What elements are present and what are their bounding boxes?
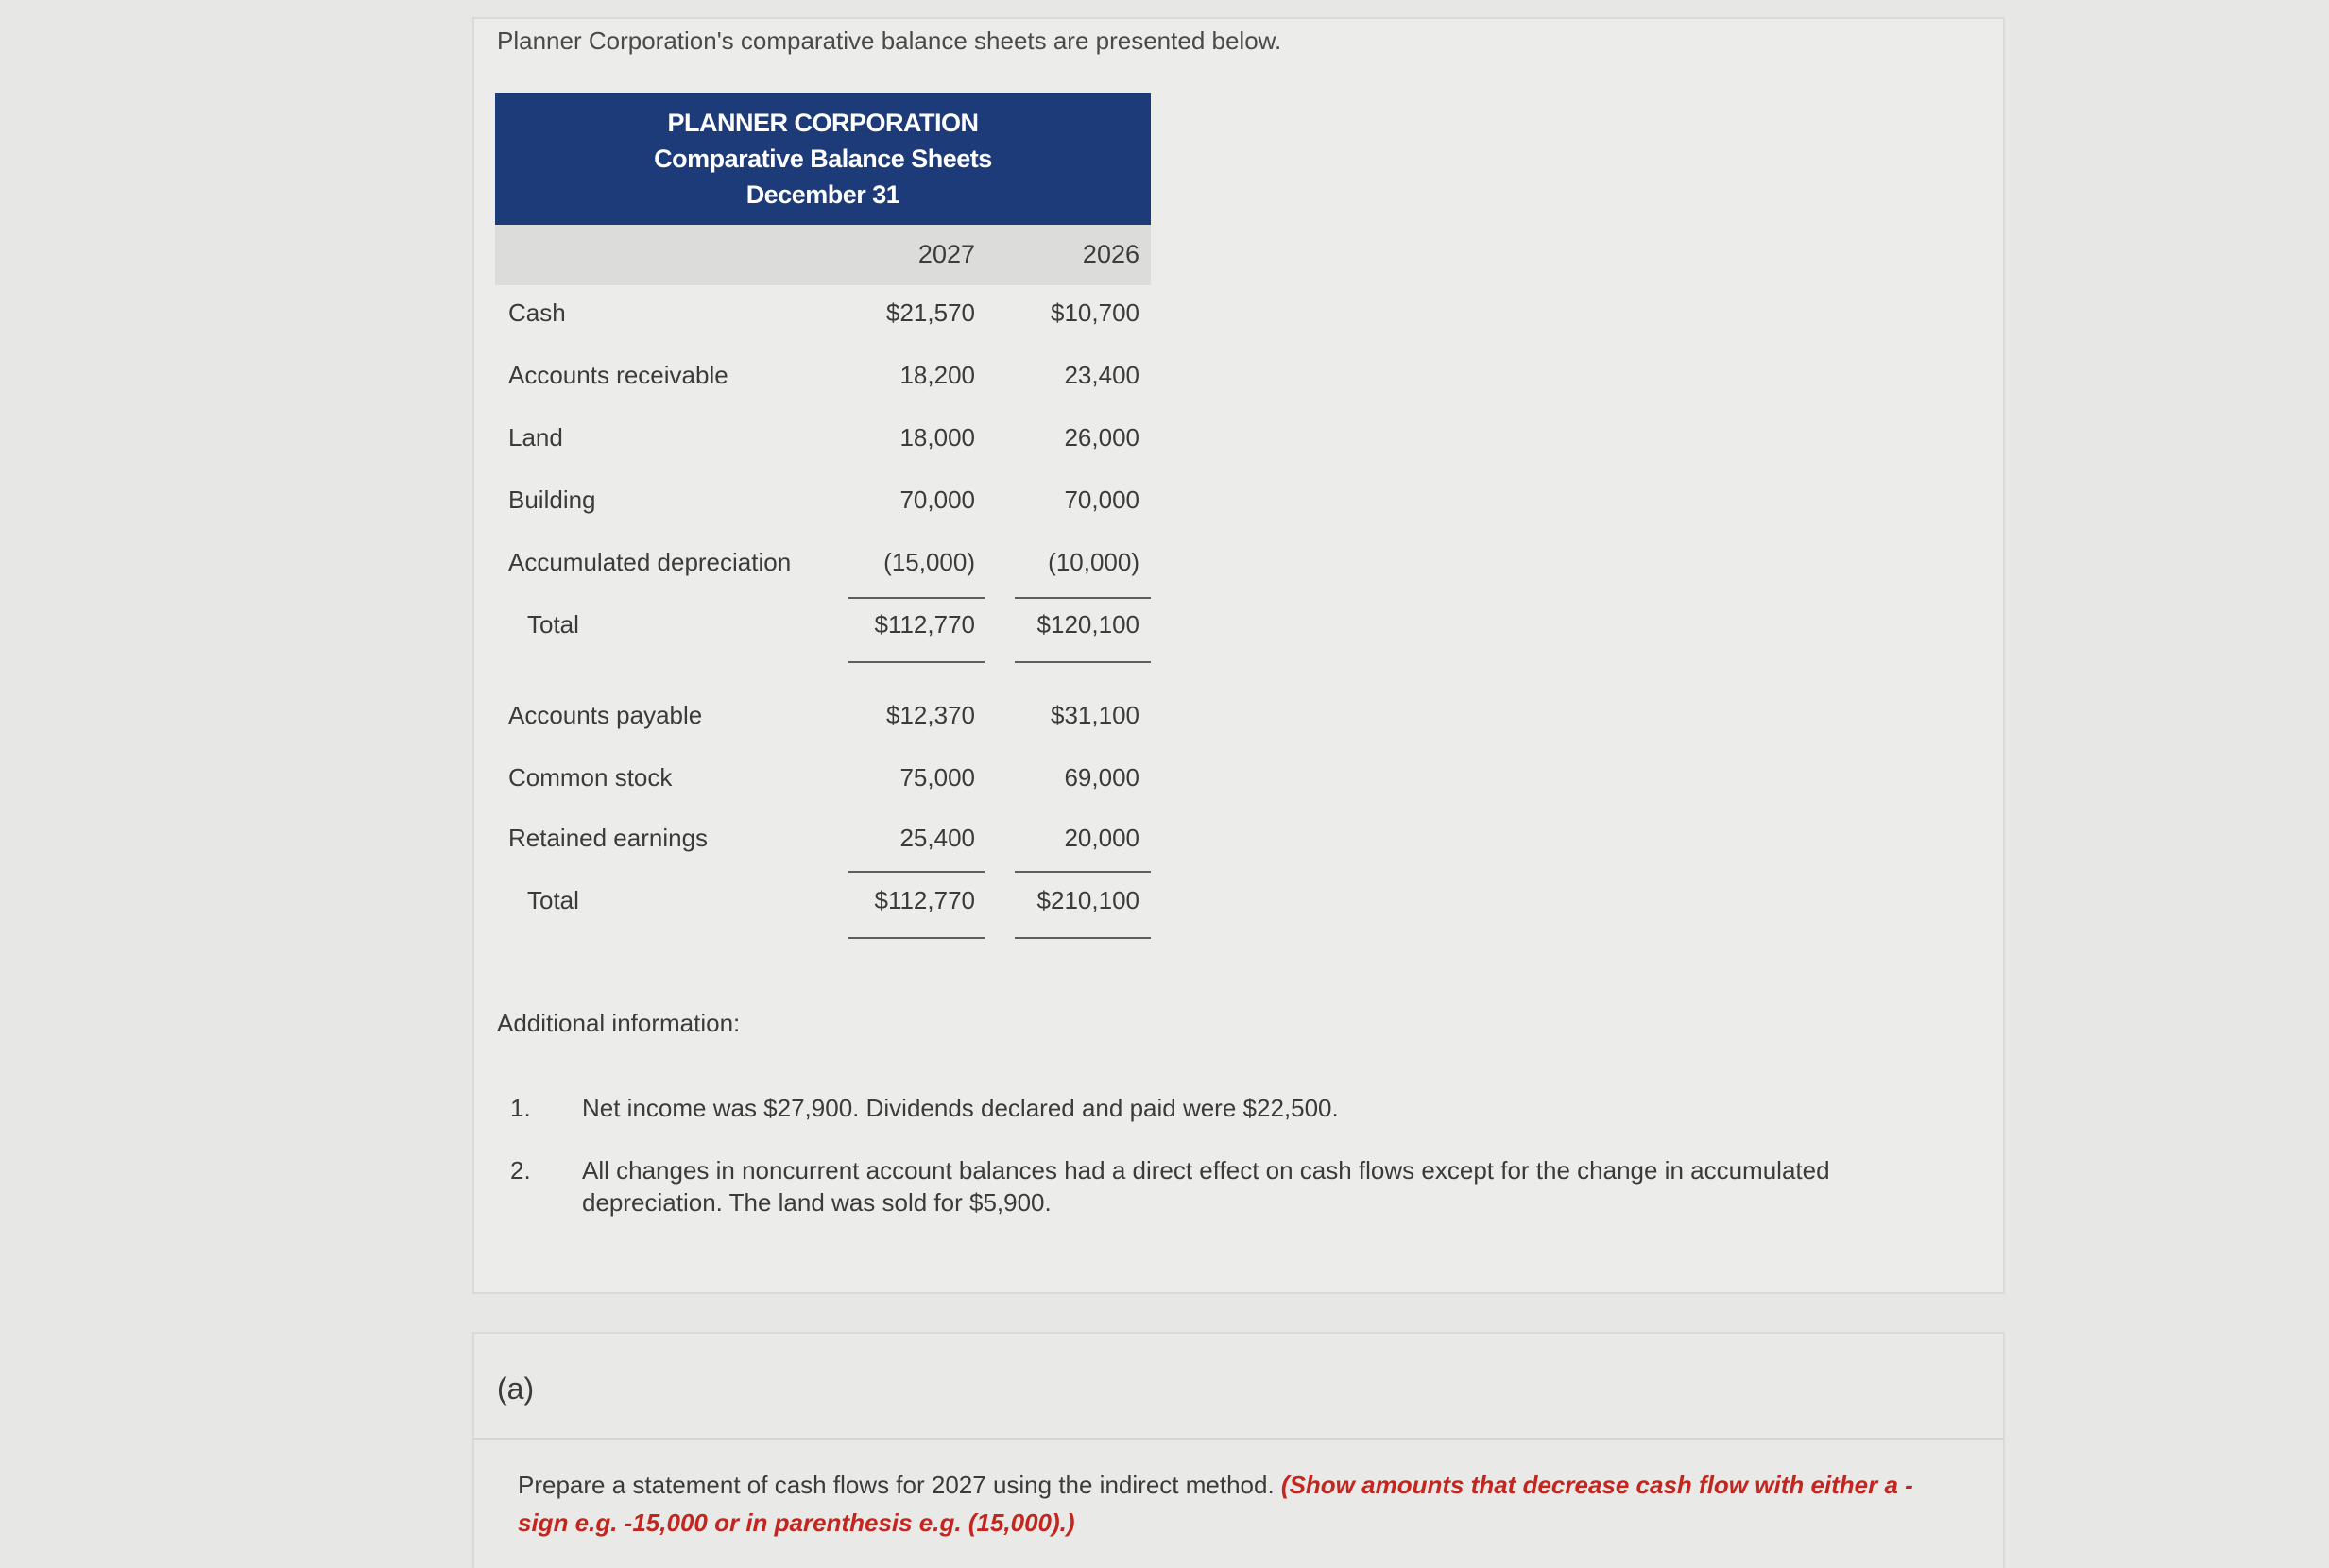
row-label: Accounts receivable [508,361,728,389]
row-label: Total [527,610,579,639]
total-rule [848,661,985,663]
row-label: Accumulated depreciation [508,548,792,576]
panel-divider [472,1438,2005,1440]
value-2027: $112,770 [874,886,975,914]
value-2027: 18,200 [899,361,975,389]
table-row [495,357,1151,395]
value-2027: $112,770 [874,610,975,639]
row-label: Cash [508,298,566,327]
row-label: Retained earnings [508,824,709,852]
value-2027: 25,400 [899,824,975,852]
table-row [495,482,1151,520]
value-2027: (15,000) [883,548,975,576]
subtotal-rule [1015,871,1151,873]
value-2026: $120,100 [1036,610,1139,639]
value-2027: 70,000 [899,486,975,514]
balance-sheet-table [495,93,1151,914]
sheet-title: Comparative Balance Sheets [654,145,992,173]
row-label: Total [527,886,579,914]
table-row [495,697,1151,735]
value-2027: 75,000 [899,763,975,792]
year-header-row [495,225,1151,285]
assets-total-row [495,606,1151,644]
row-label: Land [508,423,563,452]
total-rule [848,937,985,939]
instruction-hint: (Show amounts that decrease cash flow with either a - sign e.g. -15,000 or in parenthesis e.g. (15,000).) [518,1471,1913,1537]
value-2026: 26,000 [1064,423,1139,452]
note-number: 2. [510,1156,531,1185]
row-label: Common stock [508,763,673,792]
sheet-date: December 31 [745,180,900,209]
note-number: 1. [510,1094,531,1122]
part-label: (a) [497,1372,535,1406]
note-text: All changes in noncurrent account balances had a direct effect on cash flows except for the change in accumulated depreciation. The land was sold for $5,900. [582,1156,1830,1217]
table-row [495,544,1151,582]
table-row [495,295,1151,332]
instruction-text [518,1466,1954,1542]
value-2026: 23,400 [1064,361,1139,389]
value-2026: (10,000) [1048,548,1139,576]
additional-info-heading: Additional information: [497,1009,741,1037]
subtotal-rule [848,597,985,599]
value-2027: $12,370 [886,701,975,729]
subtotal-rule [848,871,985,873]
value-2026: 20,000 [1064,824,1139,852]
value-2026: $31,100 [1051,701,1139,729]
row-label: Building [508,486,596,514]
intro-text: Planner Corporation's comparative balance sheets are presented below. [497,26,1282,55]
table-row [495,820,1151,858]
year-2026-header: 2026 [1082,240,1139,268]
value-2026: 70,000 [1064,486,1139,514]
value-2027: $21,570 [886,298,975,327]
table-header [495,93,1151,225]
year-2027-header: 2027 [917,240,975,268]
subtotal-rule [1015,597,1151,599]
value-2026: $10,700 [1051,298,1139,327]
value-2026: $210,100 [1036,886,1139,914]
value-2026: 69,000 [1064,763,1139,792]
instruction-main: Prepare a statement of cash flows for 2027 using the indirect method. [518,1471,1275,1499]
total-rule [1015,661,1151,663]
company-name: PLANNER CORPORATION [667,109,979,137]
table-row [495,759,1151,797]
row-label: Accounts payable [508,701,703,729]
note-text: Net income was $27,900. Dividends declared and paid were $22,500. [582,1094,1339,1122]
total-rule [1015,937,1151,939]
liabilities-total-row [495,882,1151,920]
value-2027: 18,000 [899,423,975,452]
table-row [495,419,1151,457]
